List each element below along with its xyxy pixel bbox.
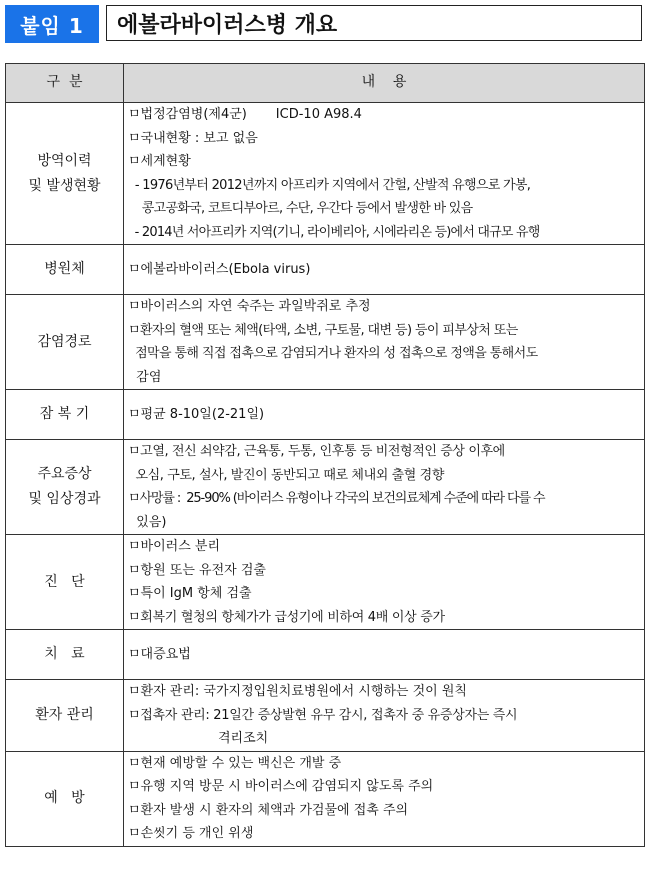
content-line: 오심, 구토, 설사, 발진이 동반되고 때로 체내외 출혈 경향 [128, 467, 444, 483]
table-row-pathogen [6, 245, 645, 295]
row-content [124, 535, 645, 630]
row-category [6, 630, 124, 680]
row-category [6, 440, 124, 535]
table-header-row [6, 64, 645, 103]
content-line: ㅁ대증요법 [128, 646, 191, 662]
attachment-badge: 붙임 1 [5, 5, 99, 43]
content-line: ㅁ환자 관리: 국가지정입원치료병원에서 시행하는 것이 원칙 [128, 684, 467, 699]
table-row-transmission [6, 295, 645, 390]
table-row-history [6, 103, 645, 245]
row-category [6, 680, 124, 752]
row-category [6, 751, 124, 846]
overview-table [5, 63, 645, 847]
content-line: ㅁ세계현황 [128, 154, 191, 169]
content-line: ㅁ회복기 혈청의 항체가가 급성기에 비하여 4배 이상 증가 [128, 609, 445, 625]
content-line: ㅁ접촉자 관리: 21일간 증상발현 유무 감시, 접촉자 중 유증상자는 즉시 [128, 707, 518, 723]
content-line: - 1976년부터 2012년까지 아프리카 지역에서 간헐, 산발적 유행으로 가봉, [128, 177, 531, 193]
content-line: ㅁ손씻기 등 개인 위생 [128, 826, 254, 841]
table-row-treatment [6, 630, 645, 680]
content-line: ㅁ국내현황 : 보고 없음 [128, 130, 258, 146]
category-line: 주요증상 [37, 466, 92, 482]
document-title: 에볼라바이러스병 개요 [106, 5, 642, 41]
content-line: 있음) [128, 514, 167, 530]
category-line: 및 발생현황 [28, 177, 101, 194]
category-line: 감염경로 [37, 333, 92, 350]
row-category [6, 295, 124, 390]
row-category [6, 390, 124, 440]
row-category [6, 535, 124, 630]
document-header [5, 5, 645, 43]
row-content [124, 103, 645, 245]
table-row-symptoms [6, 440, 645, 535]
content-line: ㅁ현재 예방할 수 있는 백신은 개발 중 [128, 755, 342, 771]
row-category [6, 245, 124, 295]
table-row-diagnosis [6, 535, 645, 630]
content-line: ㅁ바이러스 분리 [128, 539, 221, 554]
row-content [124, 680, 645, 752]
category-line: 예 방 [44, 790, 85, 806]
column-header-content: 내 용 [124, 64, 645, 103]
content-line: ㅁ특이 IgM 항체 검출 [128, 586, 252, 601]
content-line: ㅁ에볼라바이러스(Ebola virus) [128, 261, 311, 277]
content-line: ㅁ고열, 전신 쇠약감, 근육통, 두통, 인후통 등 비전형적인 증상 이후에 [128, 444, 505, 459]
category-line: 환자 관리 [35, 706, 94, 723]
table-row-prevention [6, 751, 645, 846]
content-line: ㅁ환자 발생 시 환자의 체액과 가검물에 접촉 주의 [128, 802, 409, 818]
content-line: ㅁ사망률 : 25-90% (바이러스 유형이나 각국의 보건의료체계 수준에 따라 다를 수 [128, 491, 545, 506]
content-line: 점막을 통해 직접 접촉으로 감염되거나 환자의 성 접촉으로 정액을 통해서도 [128, 346, 538, 361]
content-line: ㅁ환자의 혈액 또는 체액(타액, 소변, 구토물, 대변 등) 등이 피부상처 또는 [128, 322, 518, 338]
content-line: ㅁ평균 8-10일(2-21일) [128, 406, 265, 422]
content-line: ㅁ법정감염병(제4군) ICD-10 A98.4 [128, 107, 362, 122]
content-line: 감염 [128, 369, 162, 385]
content-line: ㅁ바이러스의 자연 숙주는 과일박쥐로 추정 [128, 299, 371, 314]
category-line: 잠 복 기 [39, 406, 90, 422]
content-line: - 2014년 서아프리카 지역(기니, 라이베리아, 시에라리온 등)에서 대규모 유행 [128, 224, 540, 240]
category-line: 치 료 [44, 646, 85, 662]
row-content [124, 295, 645, 390]
row-content [124, 440, 645, 535]
content-line: 격리조치 [218, 731, 269, 746]
category-line: 방역이력 [37, 152, 92, 169]
column-header-category: 구 분 [6, 64, 124, 103]
content-line: ㅁ유행 지역 방문 시 바이러스에 감염되지 않도록 주의 [128, 779, 434, 794]
category-line: 진 단 [44, 573, 85, 590]
row-content [124, 630, 645, 680]
row-category [6, 103, 124, 245]
content-line: ㅁ항원 또는 유전자 검출 [128, 562, 266, 578]
row-content [124, 390, 645, 440]
row-content [124, 751, 645, 846]
category-line: 병원체 [44, 261, 85, 277]
category-line: 및 임상경과 [28, 491, 101, 507]
table-row-incubation [6, 390, 645, 440]
row-content [124, 245, 645, 295]
table-row-patient-management [6, 680, 645, 752]
content-line: 콩고공화국, 코트디부아르, 수단, 우간다 등에서 발생한 바 있음 [128, 201, 473, 216]
